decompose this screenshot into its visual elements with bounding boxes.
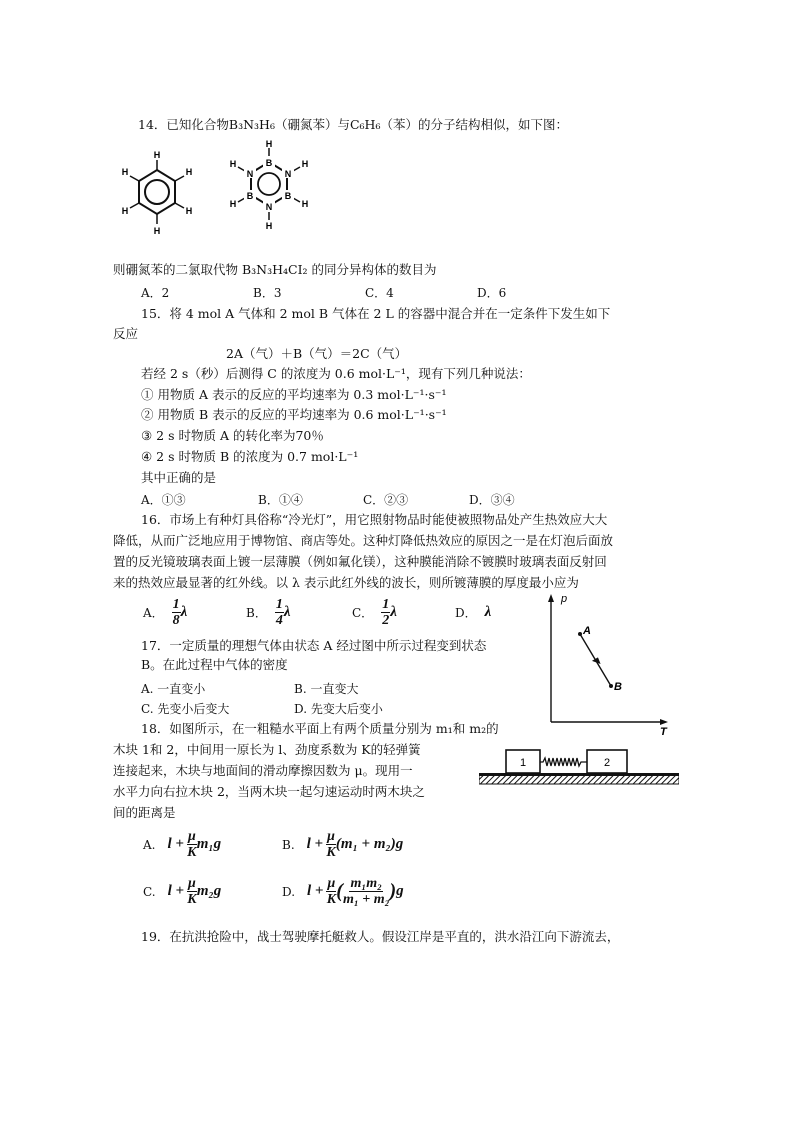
- borazine-structure: [224, 140, 314, 240]
- q16-option-b-denominator: 4: [275, 613, 283, 628]
- q18-option-d-mu: μ: [327, 876, 336, 891]
- q18-option-b-l-plus: l +: [306, 836, 324, 852]
- q17-line1: 17．一定质量的理想气体由状态 A 经过图中所示过程变到状态: [141, 638, 487, 653]
- q18-option-a: [143, 829, 221, 860]
- q18-option-d-label: D.: [282, 884, 296, 899]
- q16-option-b-numerator: 1: [275, 597, 283, 612]
- q15-option-d: D．③④: [469, 493, 515, 507]
- q16-option-a-numerator: 1: [172, 597, 180, 612]
- q18-option-b-label: B.: [282, 837, 295, 852]
- q15-question: 其中正确的是: [141, 470, 217, 485]
- q16-option-b-lambda: λ: [283, 604, 291, 620]
- block-2-label: 2: [603, 757, 611, 769]
- q15-statement-3: ③ 2 s 时物质 A 的转化率为70％: [141, 428, 324, 443]
- benzene-h-label: H: [121, 206, 129, 216]
- q15-option-c: C．②③: [363, 493, 409, 507]
- q18-option-d-k: K: [326, 892, 337, 907]
- q15-line1: 15．将 4 mol A 气体和 2 mol B 气体在 2 L 的容器中混合并在一定条件下发生如下: [141, 306, 611, 321]
- q19-line1: 19．在抗洪抢险中，战士驾驶摩托艇救人。假设江岸是平直的，洪水沿江向下游流去，: [141, 929, 620, 944]
- q18-option-c-k: K: [187, 892, 197, 907]
- borazine-h-label: H: [265, 140, 273, 149]
- spring-blocks-diagram: [479, 745, 679, 787]
- q18-option-c-label: C.: [143, 884, 156, 899]
- q15-line3: 若经 2 s（秒）后测得 C 的浓度为 0.6 mol·L⁻¹，现有下列几种说法：: [141, 366, 531, 381]
- q18-option-d: D. l + $\frac{\mu}{K}$ ( $\frac{\text{m₁m₂}}{\text{m₁ + m₂}}$ ) g: [282, 876, 404, 907]
- q15-equation: 2A（气）＋B（气）＝2C（气）: [226, 346, 408, 361]
- q16-line1: 16．市场上有种灯具俗称“冷光灯”，用它照射物品时能使被照物品处产生热效应大大: [141, 512, 608, 527]
- borazine-h-label: H: [301, 199, 309, 209]
- q18-option-d-g: g: [396, 883, 404, 899]
- point-b-marker: [609, 684, 613, 688]
- q18-line1: 18．如图所示，在一粗糙水平面上有两个质量分别为 m₁和 m₂的: [141, 721, 499, 736]
- q16-option-a: [143, 597, 187, 628]
- graph-y-label: p: [561, 593, 568, 605]
- benzene-h-label: H: [185, 167, 193, 177]
- pt-graph: [544, 590, 674, 735]
- q17-option-a: A. 一直变小: [141, 682, 206, 696]
- q16-line4: 来的热效应最显著的红外线。以 λ 表示此红外线的波长，则所镀薄膜的厚度最小应为: [113, 575, 579, 590]
- graph-x-label: T: [660, 726, 667, 735]
- borazine-h-label: H: [301, 159, 309, 169]
- borazine-b-label: B: [284, 191, 292, 201]
- point-b-label: B: [614, 681, 622, 693]
- q18-option-d-l-plus: l +: [307, 883, 324, 899]
- q18-line4: 水平力向右拉木块 2，当两木块一起匀速运动时两木块之: [113, 784, 425, 799]
- q16-option-c-numerator: 1: [382, 597, 390, 612]
- borazine-h-label: H: [229, 159, 237, 169]
- q18-option-a-k: K: [187, 845, 197, 860]
- q14-question: 则硼氮苯的二氯取代物 B₃N₃H₄CI₂ 的同分异构体的数目为: [113, 262, 437, 277]
- q15-statement-1: ① 用物质 A 表示的反应的平均速率为 0.3 mol·L⁻¹·s⁻¹: [141, 387, 447, 402]
- q18-line3: 连接起来，木块与地面间的滑动摩擦因数为 μ。现用一: [113, 763, 413, 778]
- q18-line5: 间的距离是: [113, 805, 176, 820]
- q16-option-b: [246, 597, 291, 628]
- benzene-h-label: H: [153, 150, 161, 160]
- q16-option-d: [455, 604, 491, 621]
- q16-option-c: [352, 597, 397, 628]
- q18-option-b: [282, 829, 403, 860]
- q15-option-b: B．①④: [258, 493, 303, 507]
- q16-option-c-lambda: λ: [390, 604, 397, 620]
- borazine-n-label: N: [246, 169, 254, 179]
- q14-option-c: C．4: [365, 286, 394, 300]
- q16-option-d-lambda: λ: [484, 604, 492, 620]
- q15-statement-2: ② 用物质 B 表示的反应的平均速率为 0.6 mol·L⁻¹·s⁻¹: [141, 407, 447, 422]
- borazine-h-label: H: [265, 221, 273, 231]
- q14-option-d: D．6: [477, 286, 507, 300]
- q18-option-c-tail: m₂g: [196, 883, 222, 899]
- q18-option-c-l-plus: l +: [167, 883, 185, 899]
- q16-option-d-label: D．: [455, 606, 477, 620]
- q18-option-a-l-plus: l +: [167, 836, 184, 852]
- q17-option-c: C. 先变小后变大: [141, 702, 230, 716]
- q16-option-c-label: C．: [352, 606, 374, 620]
- q16-option-b-label: B．: [246, 606, 267, 620]
- q16-option-a-label: A．: [143, 606, 164, 620]
- borazine-b-label: B: [246, 191, 254, 201]
- spring: [540, 758, 587, 766]
- q14-option-a: A．2: [141, 286, 170, 300]
- q18-option-b-k: K: [326, 845, 336, 860]
- block-1-label: 1: [519, 757, 527, 769]
- benzene-h-label: H: [153, 226, 161, 236]
- q18-option-a-tail: m₁g: [196, 836, 222, 852]
- q17-option-b: B. 一直变大: [294, 682, 359, 696]
- borazine-n-label: N: [284, 169, 292, 179]
- point-a-label: A: [583, 625, 591, 637]
- q18-option-b-tail: (m₁ + m₂)g: [335, 836, 404, 852]
- q18-option-c: [143, 876, 221, 907]
- q14-option-b: B．3: [253, 286, 282, 300]
- q18-option-d-denominator: m₁ + m₂: [342, 892, 390, 907]
- q16-option-a-denominator: 8: [172, 613, 180, 628]
- benzene-h-label: H: [185, 206, 193, 216]
- q15-statement-4: ④ 2 s 时物质 B 的浓度为 0.7 mol·L⁻¹: [141, 449, 359, 464]
- q18-option-c-mu: μ: [188, 876, 196, 891]
- q17-line2: B。在此过程中气体的密度: [141, 657, 288, 672]
- q16-option-c-denominator: 2: [382, 613, 390, 628]
- q18-line2: 木块 1和 2，中间用一原长为 l、劲度系数为 K的轻弹簧: [113, 742, 421, 757]
- q18-option-b-mu: μ: [327, 829, 335, 844]
- benzene-structure: [112, 148, 202, 248]
- q16-line2: 降低，从而广泛地应用于博物馆、商店等处。这种灯降低热效应的原因之一是在灯泡后面放: [113, 533, 614, 548]
- q18-option-d-numerator: m₁m₂: [350, 876, 382, 891]
- q15-line2: 反应: [113, 326, 139, 341]
- borazine-h-label: H: [229, 199, 237, 209]
- point-a-marker: [578, 632, 582, 636]
- q18-option-a-mu: μ: [187, 829, 196, 844]
- q18-option-a-label: A.: [143, 837, 156, 852]
- q16-line3: 置的反光镜玻璃表面上镀一层薄膜（例如氟化镁），这种膜能消除不镀膜时玻璃表面反射回: [113, 554, 607, 569]
- borazine-n-label: N: [265, 202, 273, 212]
- benzene-h-label: H: [121, 167, 129, 177]
- borazine-b-label: B: [265, 158, 273, 168]
- q16-option-a-lambda: λ: [180, 604, 188, 620]
- q15-option-a: A．①③: [141, 493, 186, 507]
- q17-option-d: D. 先变大后变小: [294, 702, 383, 716]
- q14-stem: 14．已知化合物B₃N₃H₆（硼氮苯）与C₆H₆（苯）的分子结构相似，如下图：: [138, 117, 568, 132]
